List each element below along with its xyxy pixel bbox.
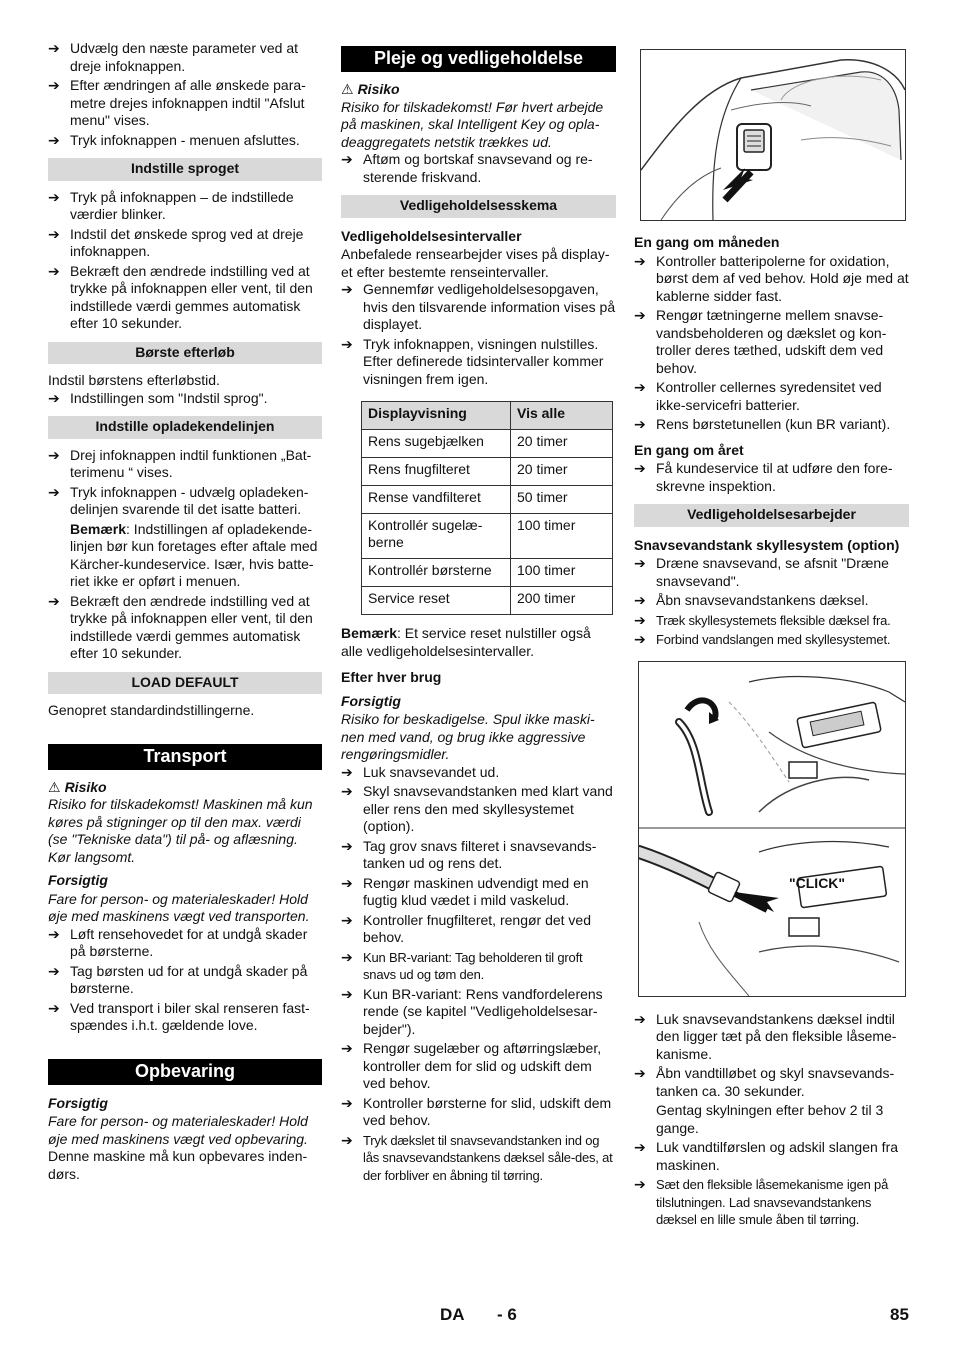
arbejder-step-3: ➔ Træk skyllesystemets fleksible dæksel fra. [634, 612, 909, 630]
maintenance-table [361, 401, 613, 615]
efter-step-4: ➔ Rengør maskinen udvendigt med en fugtig klud vædet i mild vaskelud. [341, 875, 616, 910]
efter-step-3: ➔ Tag grov snavs filteret i snavsevands-tanken ud og rens det. [341, 838, 616, 873]
tank-lid-illustration [641, 50, 905, 220]
arbejder-step-5: ➔ Luk snavsevandstankens dæksel indtil den ligger tæt på den fleksible låseme-kanisme. [634, 1011, 909, 1064]
ladekende-step-2: ➔ Tryk infoknappen - udvælg opladeken-delinjen svarende til det isatte batteri. [48, 484, 322, 519]
table-cell: Service reset [362, 587, 511, 615]
maaned-step-1: ➔ Kontroller batteripolerne for oxidation, børst dem af ved behov. Hold øje med at kablerne sidder fast. [634, 253, 909, 306]
transport-risk-text: Risiko for tilskadekomst! Maskinen må kun køres på stigninger op til den max. værdi (se "Tekniske data") til på- og aflæsning. Kør langsomt. [48, 796, 313, 865]
section-heading-sprog: Indstille sproget [48, 158, 322, 181]
table-cell: Rens sugebjælken [362, 430, 511, 458]
transport-step-2: ➔ Tag børsten ud for at undgå skader på børsterne. [48, 963, 322, 998]
footer-page-number: 85 [890, 1305, 909, 1324]
aar-heading: En gang om året [634, 441, 744, 458]
efter-step-10: ➔ Tryk dækslet til snavsevandstanken ind og lås snavsevandstankens dæksel såle-des, at der forbliver en åbning til tørring. [341, 1132, 616, 1185]
efter-step-7: ➔ Kun BR-variant: Rens vandfordelerens rende (se kapitel "Vedligeholdelsesar-bejder"). [341, 986, 616, 1039]
table-row [362, 430, 613, 458]
maaned-step-2: ➔ Rengør tætningerne mellem snavse-vandsbeholderen og dækslet og kon-troller deres tæthed, udskift dem ved behov. [634, 307, 909, 377]
click-label: "CLICK" [789, 874, 846, 891]
intervals-text: Anbefalede rensearbejder vises på display-et efter bestemte renseintervaller. [341, 246, 610, 280]
skema-step-1: ➔ Gennemfør vedligeholdelsesopgaven, hvis den tilsvarende information vises på displayet. [341, 281, 616, 334]
section-heading-load-default: LOAD DEFAULT [48, 672, 322, 695]
table-cell: 20 timer [511, 458, 613, 486]
ladekende-step-1: ➔ Drej infoknappen indtil funktionen „Bat-terimenu “ vises. [48, 447, 322, 482]
arbejder-step-8: ➔ Sæt den fleksible låsemekanisme igen på tilslutningen. Lad snavsevandstankens dæksel en lille smule åben til tørring. [634, 1176, 909, 1229]
transport-caution-label: Forsigtig [48, 872, 108, 888]
opbevaring-text: Denne maskine må kun opbevares inden-dørs. [48, 1148, 308, 1182]
note-label: Bemærk [70, 520, 127, 537]
maaned-step-3: ➔ Kontroller cellernes syredensitet ved ikke-servicefri batterier. [634, 379, 909, 414]
rinse-system-illustration [639, 662, 905, 996]
pleje-risk-step: ➔ Aftøm og bortskaf snavsevand og re-sterende friskvand. [341, 151, 616, 186]
table-cell: Rens fnugfilteret [362, 458, 511, 486]
table-cell: 100 timer [511, 559, 613, 587]
table-cell: 200 timer [511, 587, 613, 615]
table-cell: 50 timer [511, 486, 613, 514]
section-heading-skema: Vedligeholdelsesskema [341, 195, 616, 218]
column-right [634, 40, 909, 1231]
section-heading-ladekende: Indstille opladekendelinjen [48, 416, 322, 439]
opbevaring-caution-text: Fare for person- og materialeskader! Hold øje med maskinens vægt ved opbevaring. [48, 1113, 308, 1147]
chapter-heading-transport: Transport [48, 744, 322, 770]
warning-icon: ⚠ [48, 778, 61, 795]
intro-step-1: ➔ Udvælg den næste parameter ved at dreje infoknappen. [48, 40, 322, 75]
maaned-heading: En gang om måneden [634, 234, 780, 250]
transport-caution-text: Fare for person- og materialeskader! Hold øje med maskinens vægt ved transporten. [48, 890, 310, 924]
column-left [48, 40, 322, 1183]
table-row [362, 514, 613, 559]
table-cell: Rense vandfilteret [362, 486, 511, 514]
borste-text: Indstil børstens efterløbstid. [48, 372, 220, 388]
arbejder-step-6: ➔ Åbn vandtilløbet og skyl snavsevands-tanken ca. 30 sekunder. [634, 1065, 909, 1100]
borste-step-1: ➔ Indstillingen som "Indstil sprog". [48, 390, 322, 408]
table-row [362, 559, 613, 587]
intervals-heading: Vedligeholdelsesintervaller [341, 227, 522, 244]
arbejder-step-7: ➔ Luk vandtilførslen og adskil slangen fra maskinen. [634, 1139, 909, 1174]
efter-step-1: ➔ Luk snavsevandet ud. [341, 764, 616, 782]
arbejder-step-1: ➔ Dræne snavsevand, se afsnit "Dræne snavsevand". [634, 555, 909, 590]
efter-step-8: ➔ Rengør sugelæber og aftørringslæber, kontroller dem for slid og udskift dem ved behov. [341, 1040, 616, 1093]
efter-step-5: ➔ Kontroller fnugfilteret, rengør det ved behov. [341, 912, 616, 947]
transport-step-3: ➔ Ved transport i biler skal renseren fast-spændes i.h.t. gældende love. [48, 1000, 322, 1035]
sprog-step-2: ➔ Indstil det ønskede sprog ved at dreje infoknappen. [48, 226, 322, 261]
warning-icon: ⚠ [341, 81, 354, 97]
table-cell: 20 timer [511, 430, 613, 458]
skema-step-2: ➔ Tryk infoknappen, visningen nulstilles. Efter definerede tidsintervaller kommer visningen frem igen. [341, 336, 616, 389]
intro-step-2: ➔ Efter ændringen af alle ønskede para-metre drejes infoknappen indtil "Afslut menu" vises. [48, 77, 322, 130]
opbevaring-caution-label: Forsigtig [48, 1094, 108, 1111]
sprog-step-3: ➔ Bekræft den ændrede indstilling ved at trykke på infoknappen eller vent, til den indstillede værdi gemmes automatisk efter 10 sekunder. [48, 263, 322, 333]
figure-tank-lid [640, 49, 906, 221]
sprog-step-1: ➔ Tryk på infoknappen – de indstillede værdier blinker. [48, 189, 322, 224]
intro-step-3: ➔ Tryk infoknappen - menuen afsluttes. [48, 132, 322, 150]
footer-page-sub: - 6 [497, 1305, 517, 1324]
arbejder-step-4: ➔ Forbind vandslangen med skyllesystemet. [634, 631, 909, 649]
efter-caution-label: Forsigtig [341, 692, 401, 709]
table-header: Vis alle [511, 402, 613, 430]
maaned-step-4: ➔ Rens børstetunellen (kun BR variant). [634, 416, 909, 434]
efter-step-2: ➔ Skyl snavsevandstanken med klart vand eller rens den med skyllesystemet (option). [341, 783, 616, 836]
table-header-row [362, 402, 613, 430]
transport-step-1: ➔ Løft rensehovedet for at undgå skader på børsterne. [48, 926, 322, 961]
table-cell: Kontrollér sugelæ-berne [362, 514, 511, 559]
ladekende-step-3: ➔ Bekræft den ændrede indstilling ved at trykke på infoknappen eller vent, til den indstillede værdi gemmes automatisk efter 10 sekunder. [48, 593, 322, 663]
efter-caution-text: Risiko for beskadigelse. Spul ikke maski-nen med vand, og brug ikke aggressive rengøringsmidler. [341, 711, 595, 762]
table-header: Displayvisning [362, 402, 511, 430]
table-row [362, 486, 613, 514]
efter-heading: Efter hver brug [341, 669, 442, 685]
table-note: Bemærk: Et service reset nulstiller også alle vedligeholdelsesintervaller. [341, 625, 591, 659]
transport-risk-label: ⚠ Risiko [48, 778, 107, 795]
arbejder-subheading: Snavsevandstank skyllesystem (option) [634, 536, 900, 553]
footer-language: DA [440, 1305, 465, 1324]
section-heading-arbejder: Vedligeholdelsesarbejder [634, 504, 909, 527]
table-cell: Kontrollér børsterne [362, 559, 511, 587]
ladekende-note [48, 521, 322, 591]
aar-step-1: ➔ Få kundeservice til at udføre den fore-skrevne inspektion. [634, 460, 909, 495]
table-cell: 100 timer [511, 514, 613, 559]
section-heading-borste: Børste efterløb [48, 342, 322, 365]
table-row [362, 458, 613, 486]
figure-rinse-system [638, 661, 906, 997]
arbejder-repeat: Gentag skylningen efter behov 2 til 3 gange. [656, 1102, 884, 1136]
pleje-risk-label: ⚠ Risiko [341, 81, 400, 97]
pleje-risk-text: Risiko for tilskadekomst! Før hvert arbejde på maskinen, skal Intelligent Key og opla-deaggregatets netstik trækkes ud. [341, 98, 604, 150]
chapter-heading-opbevaring: Opbevaring [48, 1059, 322, 1085]
load-default-text: Genopret standardindstillingerne. [48, 702, 255, 718]
chapter-heading-pleje: Pleje og vedligeholdelse [341, 46, 616, 72]
table-row [362, 587, 613, 615]
column-middle [341, 40, 616, 1186]
efter-step-6: ➔ Kun BR-variant: Tag beholderen til groft snavs ud og tøm den. [341, 949, 616, 984]
efter-step-9: ➔ Kontroller børsterne for slid, udskift dem ved behov. [341, 1095, 616, 1130]
arbejder-step-2: ➔ Åbn snavsevandstankens dæksel. [634, 592, 909, 610]
note-text: : Indstillingen af opladekende-linjen bør kun foretages efter aftale med Kärcher-kundeservice. Især, hvis batte-riet ikke er opført i menuen. [70, 520, 318, 589]
